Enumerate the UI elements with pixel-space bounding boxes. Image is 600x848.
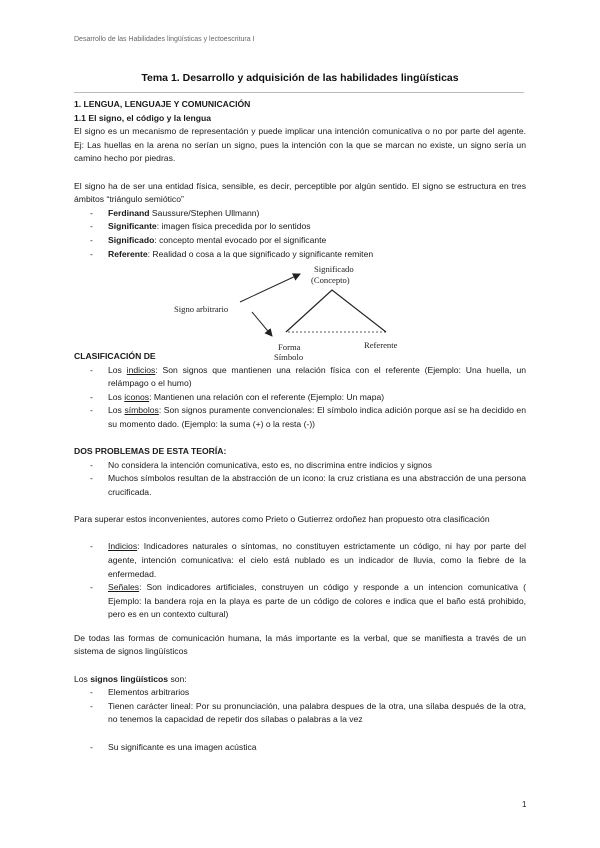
paragraph-sign-definition: El signo es un mecanismo de representación y puede implicar una intención comunicativa o no por parte del agente. Ej: Las huellas en la arena no serían un signo, pues la intención con la que se marcan no existe, un signo sería un camino hecho por piedras. [74, 126, 526, 164]
signs-intro: Los signos lingüísticos son: [74, 673, 187, 684]
list-item: - Referente: Realidad o cosa a la que significado y significante remiten [74, 248, 526, 262]
diagram-label-forma: Forma [278, 342, 301, 352]
list-item: - Indicios: Indicadores naturales o síntomas, no constituyen estrictamente un código, ni hay por parte del agente, intención comunicativa: el cielo está nublado es un indicador de lluvia, como la fiebre de la enfermedad. [74, 540, 526, 581]
paragraph-verbal-communication: De todas las formas de comunicación humana, la más importante es la verbal, que se manifiesta a través de un sistema de signos lingüísticos [74, 632, 526, 657]
classification-list [74, 364, 526, 432]
list-item: - Los iconos: Mantienen una relación con el referente (Ejemplo: Un mapa) [74, 391, 526, 405]
diagram-label-significado: Significado [314, 264, 354, 274]
list-item: - Significante: imagen física precedida por lo sentidos [74, 220, 526, 234]
diagram-label-referente: Referente [364, 340, 398, 350]
paragraph-sign-entity: El signo ha de ser una entidad física, sensible, es decir, perceptible por algún sentido. El signo se estructura en tres ámbitos “triángulo semiótico” [74, 180, 526, 205]
list-item: - Los indicios: Son signos que mantienen una relación física con el referente (Ejemplo: Una huella, un relámpago o el humo) [74, 364, 526, 391]
list-item: - Significado: concepto mental evocado por el significante [74, 234, 526, 248]
diagram-label-concepto: (Concepto) [311, 275, 350, 285]
list-item: - Ferdinand Saussure/Stephen Ullmann) [74, 207, 526, 221]
semiotic-list [74, 207, 526, 261]
list-item: - Elementos arbitrarios [74, 686, 526, 700]
title-divider [74, 92, 524, 93]
list-item: - Tienen carácter lineal: Por su pronunciación, una palabra despues de la otra, una sílaba después de la otra, no tenemos la capacidad de repetir dos sílabas o palabras a la vez [74, 700, 526, 727]
section-subheading: 1.1 El signo, el código y la lengua [74, 112, 212, 123]
list-item: - Los símbolos: Son signos puramente convencionales: El símbolo indica adición porque así se ha decidido en su momento dado. (Ejemplo: la suma (+) o la resta (-)) [74, 404, 526, 431]
problems-heading: DOS PROBLEMAS DE ESTA TEORÍA: [74, 446, 227, 457]
diagram-label-signo-arbitrario: Signo arbitrario [174, 304, 229, 314]
arrow-to-significado [240, 274, 300, 302]
signs-list [74, 686, 526, 727]
classification-heading: CLASIFICACIÓN DE [74, 351, 156, 361]
signs-list-last [74, 741, 526, 755]
semiotic-triangle-diagram [160, 262, 420, 362]
section-heading: 1. LENGUA, LENGUAJE Y COMUNICACIÓN [74, 99, 251, 109]
paragraph-alternative: Para superar estos inconvenientes, autores como Prieto o Gutierrez ordoñez han propuesto otra clasificación [74, 514, 490, 525]
arrow-to-forma [252, 312, 272, 336]
triangle-line [286, 290, 386, 332]
page-title: Tema 1. Desarrollo y adquisición de las habilidades lingüísticas [141, 72, 459, 84]
list-item: - Señales: Son indicadores artificiales, construyen un código y responde a un intencion comunicativa ( Ejemplo: la bandera roja en la playa es parte de un código de colores e indica que el baño está prohibido, pero es en un contexto cultural) [74, 581, 526, 622]
problems-list [74, 459, 526, 500]
classification-section [74, 350, 526, 754]
list-item: - No considera la intención comunicativa, esto es, no discrimina entre indicios y signos [74, 459, 526, 473]
page-number: 1 [522, 800, 527, 809]
running-header: Desarrollo de las Habilidades lingüísticas y lectoescritura I [74, 36, 255, 43]
alt-classification-list [74, 540, 526, 622]
section-1 [74, 98, 526, 261]
list-item: - Muchos símbolos resultan de la abstracción de un icono: la cruz cristiana es una abstracción de una persona crucificada. [74, 472, 526, 499]
diagram-label-simbolo: Símbolo [274, 352, 304, 362]
list-item: - Su significante es una imagen acústica [74, 741, 526, 755]
